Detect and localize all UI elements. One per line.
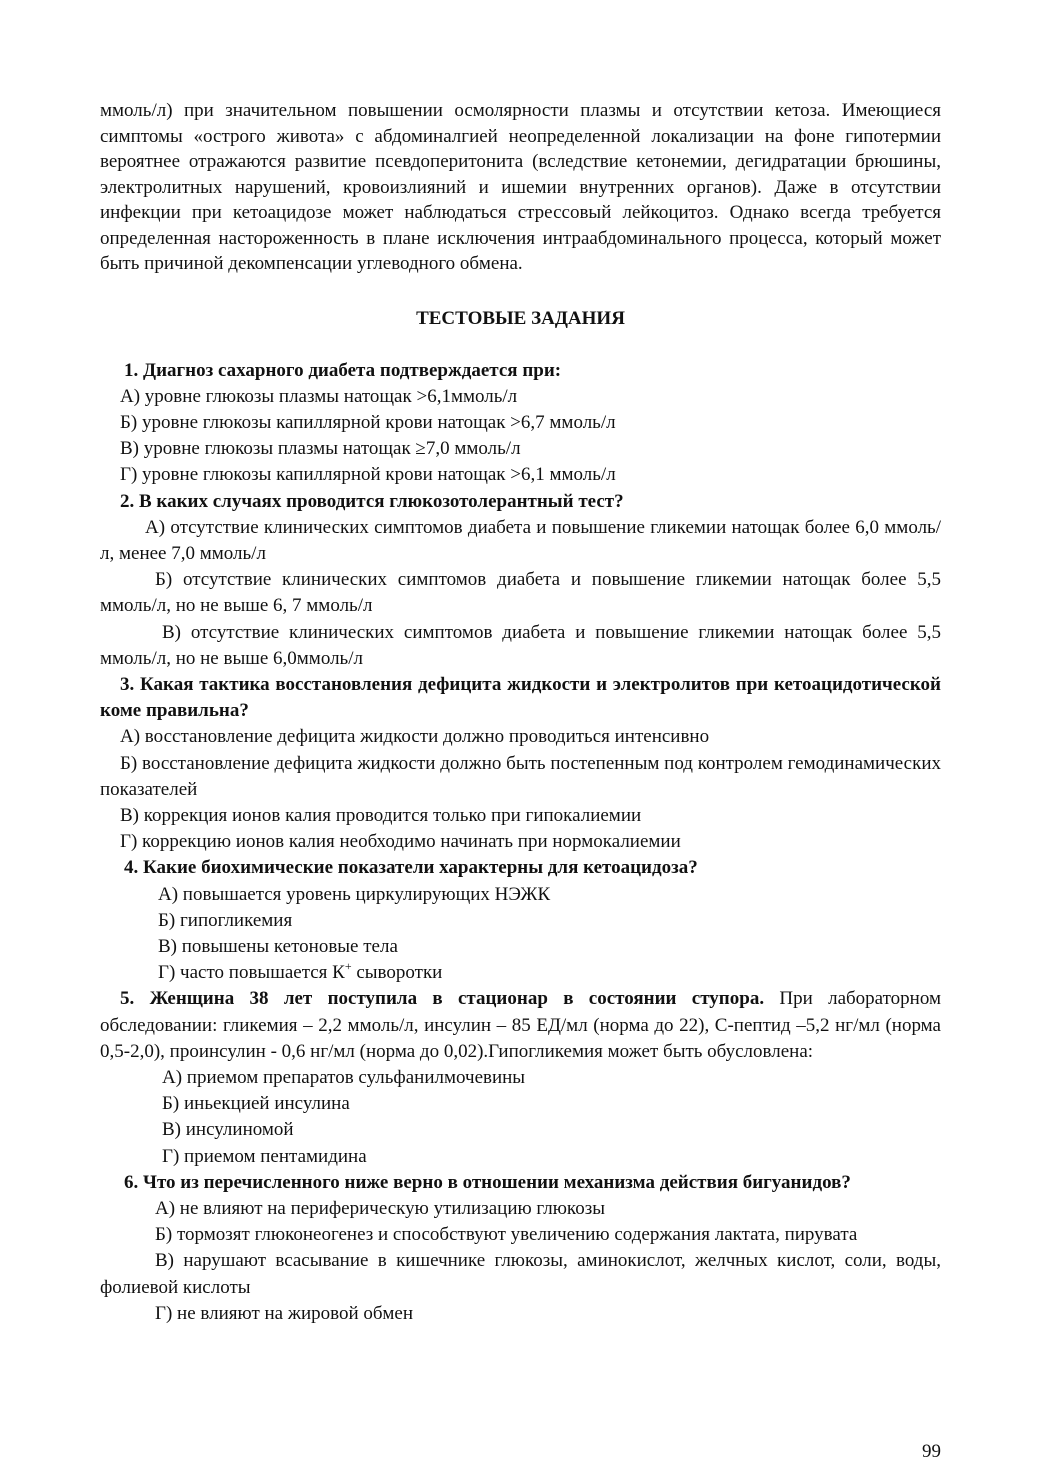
page-number: 99 xyxy=(922,1441,941,1462)
question-4: 4. Какие биохимические показатели характерны для кетоацидоза? xyxy=(124,857,698,879)
section-title: ТЕСТОВЫЕ ЗАДАНИЯ xyxy=(416,307,625,329)
question-1-option-d: Г) уровне глюкозы капиллярной крови натощак >6,1 ммоль/л xyxy=(120,464,616,486)
question-5-details: При лабораторном обследовании: гликемия – 2,2 ммоль/л, инсулин – 85 ЕД/мл (норма до 22), С-пептид –5,2 нг/мл (норма 0,5-2,0), проинсулин - 0,6 нг/мл (норма до 0,02).Гипогликемия может быть обусловлена: xyxy=(100,988,942,1062)
question-6-option-a: А) не влияют на периферическую утилизацию глюкозы xyxy=(155,1198,605,1219)
question-5-option-a: А) приемом препаратов сульфанилмочевины xyxy=(162,1066,526,1088)
question-1-option-a: А) уровне глюкозы плазмы натощак >6,1ммоль/л xyxy=(120,385,518,407)
question-1-option-b: Б) уровне глюкозы капиллярной крови натощак >6,7 ммоль/л xyxy=(120,411,616,433)
question-4-option-c: В) повышены кетоновые тела xyxy=(158,935,398,957)
question-1: 1. Диагноз сахарного диабета подтверждается при: xyxy=(124,359,562,381)
question-6-option-b: Б) тормозят глюконеогенез и способствуют увеличению содержания лактата, пирувата xyxy=(155,1224,858,1246)
page-content xyxy=(100,98,941,1327)
question-5-title: 5. Женщина 38 лет поступила в стационар в состоянии ступора. xyxy=(120,988,765,1010)
question-3-option-b: Б) восстановление дефицита жидкости должно быть постепенным под контролем гемодинамических показателей xyxy=(100,752,941,800)
question-5 xyxy=(100,986,941,1065)
question-2-option-c: В) отсутствие клинических симптомов диабета и повышение гликемии натощак более 5,5 ммоль/л, но не выше 6,0ммоль/л xyxy=(100,621,941,669)
question-6-option-c: В) нарушают всасывание в кишечнике глюкозы, аминокислот, желчных кислот, соли, воды, фолиевой кислоты xyxy=(100,1250,941,1298)
question-1-option-c: В) уровне глюкозы плазмы натощак ≥7,0 ммоль/л xyxy=(120,438,521,460)
question-5-option-d: Г) приемом пентамидина xyxy=(162,1145,367,1167)
question-3-option-c: В) коррекция ионов калия проводится только при гипокалиемии xyxy=(120,804,642,826)
question-5-option-c: В) инсулиномой xyxy=(162,1119,294,1141)
question-2-option-b: Б) отсутствие клинических симптомов диабета и повышение гликемии натощак более 5,5 ммоль/л, но не выше 6, 7 ммоль/л xyxy=(100,569,941,617)
question-4-option-b: Б) гипогликемия xyxy=(158,909,293,931)
question-4-option-a: А) повышается уровень циркулирующих НЭЖК xyxy=(158,883,551,905)
question-6-option-d: Г) не влияют на жировой обмен xyxy=(155,1302,414,1324)
question-6: 6. Что из перечисленного ниже верно в отношении механизма действия бигуанидов? xyxy=(124,1171,851,1193)
question-4-option-d-text: Г) часто повышается К xyxy=(158,962,345,984)
question-5-option-b: Б) иньекцией инсулина xyxy=(162,1093,350,1115)
potassium-charge: + xyxy=(344,959,352,974)
intro-paragraph: ммоль/л) при значительном повышении осмолярности плазмы и отсутствии кетоза. Имеющиеся симптомы «острого живота» с абдоминалгией неопределенной локализации на фоне гипотермии вероятнее отражаются развитие псевдоперитонита (вследствие кетонемии, дегидратации брюшины, электролитных нарушений, кровоизлияний и ишемии внутренних органов). Даже в отсутствии инфекции при кетоацидозе может наблюдаться стрессовый лейкоцитоз. Однако всегда требуется определенная настороженность в плане исключения интраабдоминального процесса, который может быть причиной декомпенсации углеводного обмена. xyxy=(100,100,941,274)
question-3-option-d: Г) коррекцию ионов калия необходимо начинать при нормокалиемии xyxy=(120,831,681,853)
question-3-option-a: А) восстановление дефицита жидкости должно проводиться интенсивно xyxy=(120,726,710,748)
question-2: 2. В каких случаях проводится глюкозотолерантный тест? xyxy=(120,490,624,512)
question-2-option-a: А) отсутствие клинических симптомов диабета и повышение гликемии натощак более 6,0 ммоль/л, менее 7,0 ммоль/л xyxy=(100,516,941,564)
question-4-option-d-suffix: сыворотки xyxy=(351,962,443,984)
question-4-option-d xyxy=(100,960,941,986)
question-3: 3. Какая тактика восстановления дефицита жидкости и электролитов при кетоацидотической коме правильна? xyxy=(100,673,941,722)
